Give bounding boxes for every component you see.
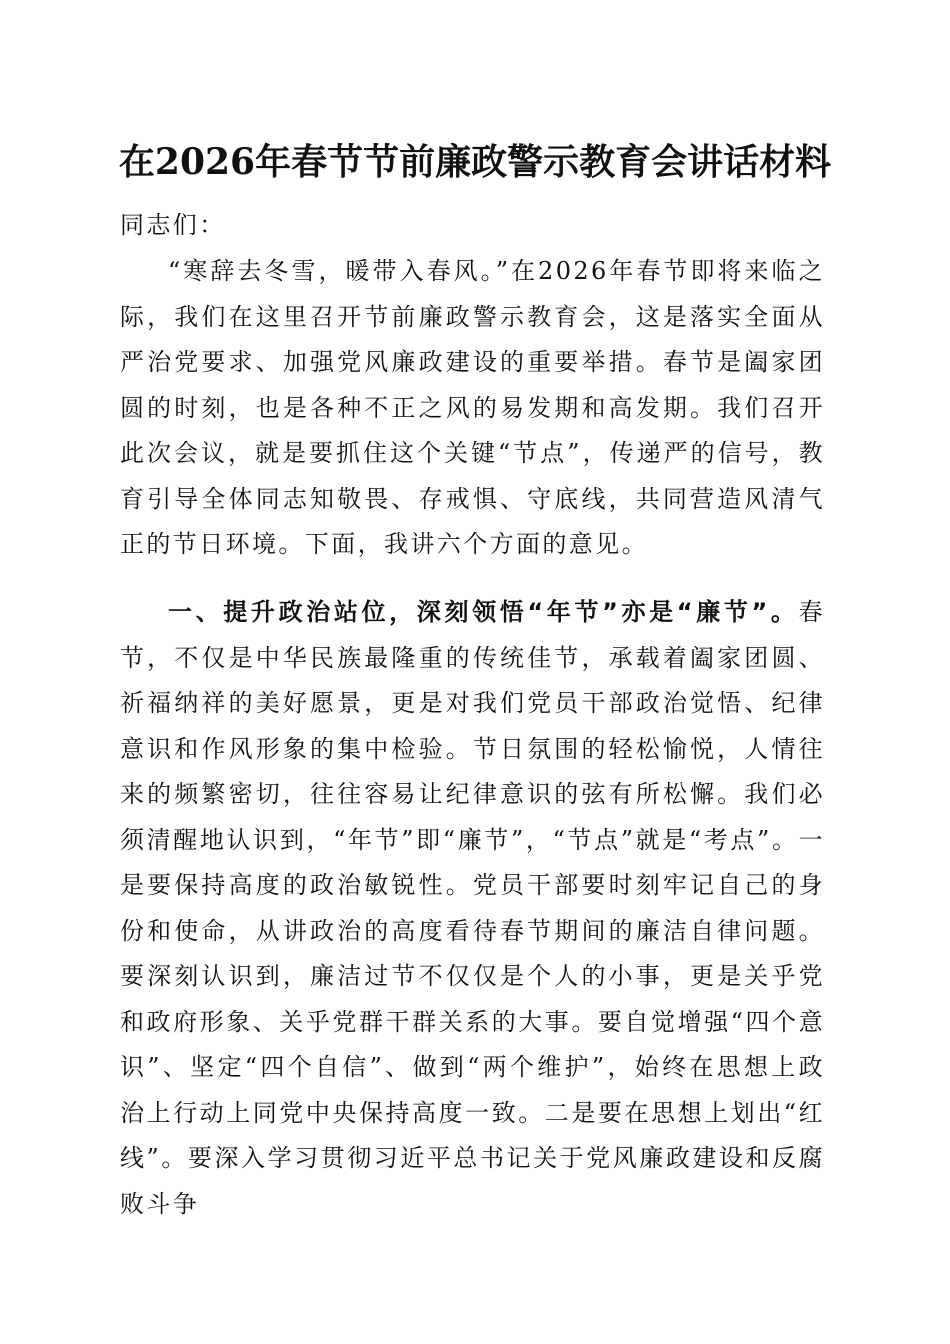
section-1-heading: 一、提升政治站位，深刻领悟“年节”亦是“廉节”。 — [168, 598, 799, 626]
document-title: 在2026年春节节前廉政警示教育会讲话材料 — [118, 141, 832, 183]
paragraph-section-1 — [120, 590, 825, 1227]
paragraph-section-1-text — [120, 590, 825, 1227]
paragraph-intro-text: “寒辞去冬雪，暖带入春风。”在2026年春节即将来临之际，我们在这里召开节前廉政警示教育会，这是落实全面从严治党要求、加强党风廉政建设的重要举措。春节是阖家团圆的时刻，也是各种不正之风的易发期和高发期。我们召开此次会议，就是要抓住这个关键“节点”，传递严的信号，教育引导全体同志知敬畏、存戒惧、守底线，共同营造风清气正的节日环境。下面，我讲六个方面的意见。 — [120, 257, 825, 558]
paragraph-intro — [120, 249, 825, 568]
greeting: 同志们： — [120, 211, 226, 239]
section-1-body: 春节，不仅是中华民族最隆重的传统佳节，承载着阖家团圆、祈福纳祥的美好愿景，更是对我们党员干部政治觉悟、纪律意识和作风形象的集中检验。节日氛围的轻松愉悦，人情往来的频繁密切，往往容易让纪律意识的弦有所松懈。我们必须清醒地认识到，“年节”即“廉节”，“节点”就是“考点”。一是要保持高度的政治敏锐性。党员干部要时刻牢记自己的身份和使命，从讲政治的高度看待春节期间的廉洁自律问题。要深刻认识到，廉洁过节不仅仅是个人的小事，更是关乎党和政府形象、关乎党群干群关系的大事。要自觉增强“四个意识”、坚定“四个自信”、做到“两个维护”，始终在思想上政治上行动上同党中央保持高度一致。二是要在思想上划出“红线”。要深入学习贯彻习近平总书记关于党风廉政建设和反腐败斗争 — [120, 598, 825, 1218]
